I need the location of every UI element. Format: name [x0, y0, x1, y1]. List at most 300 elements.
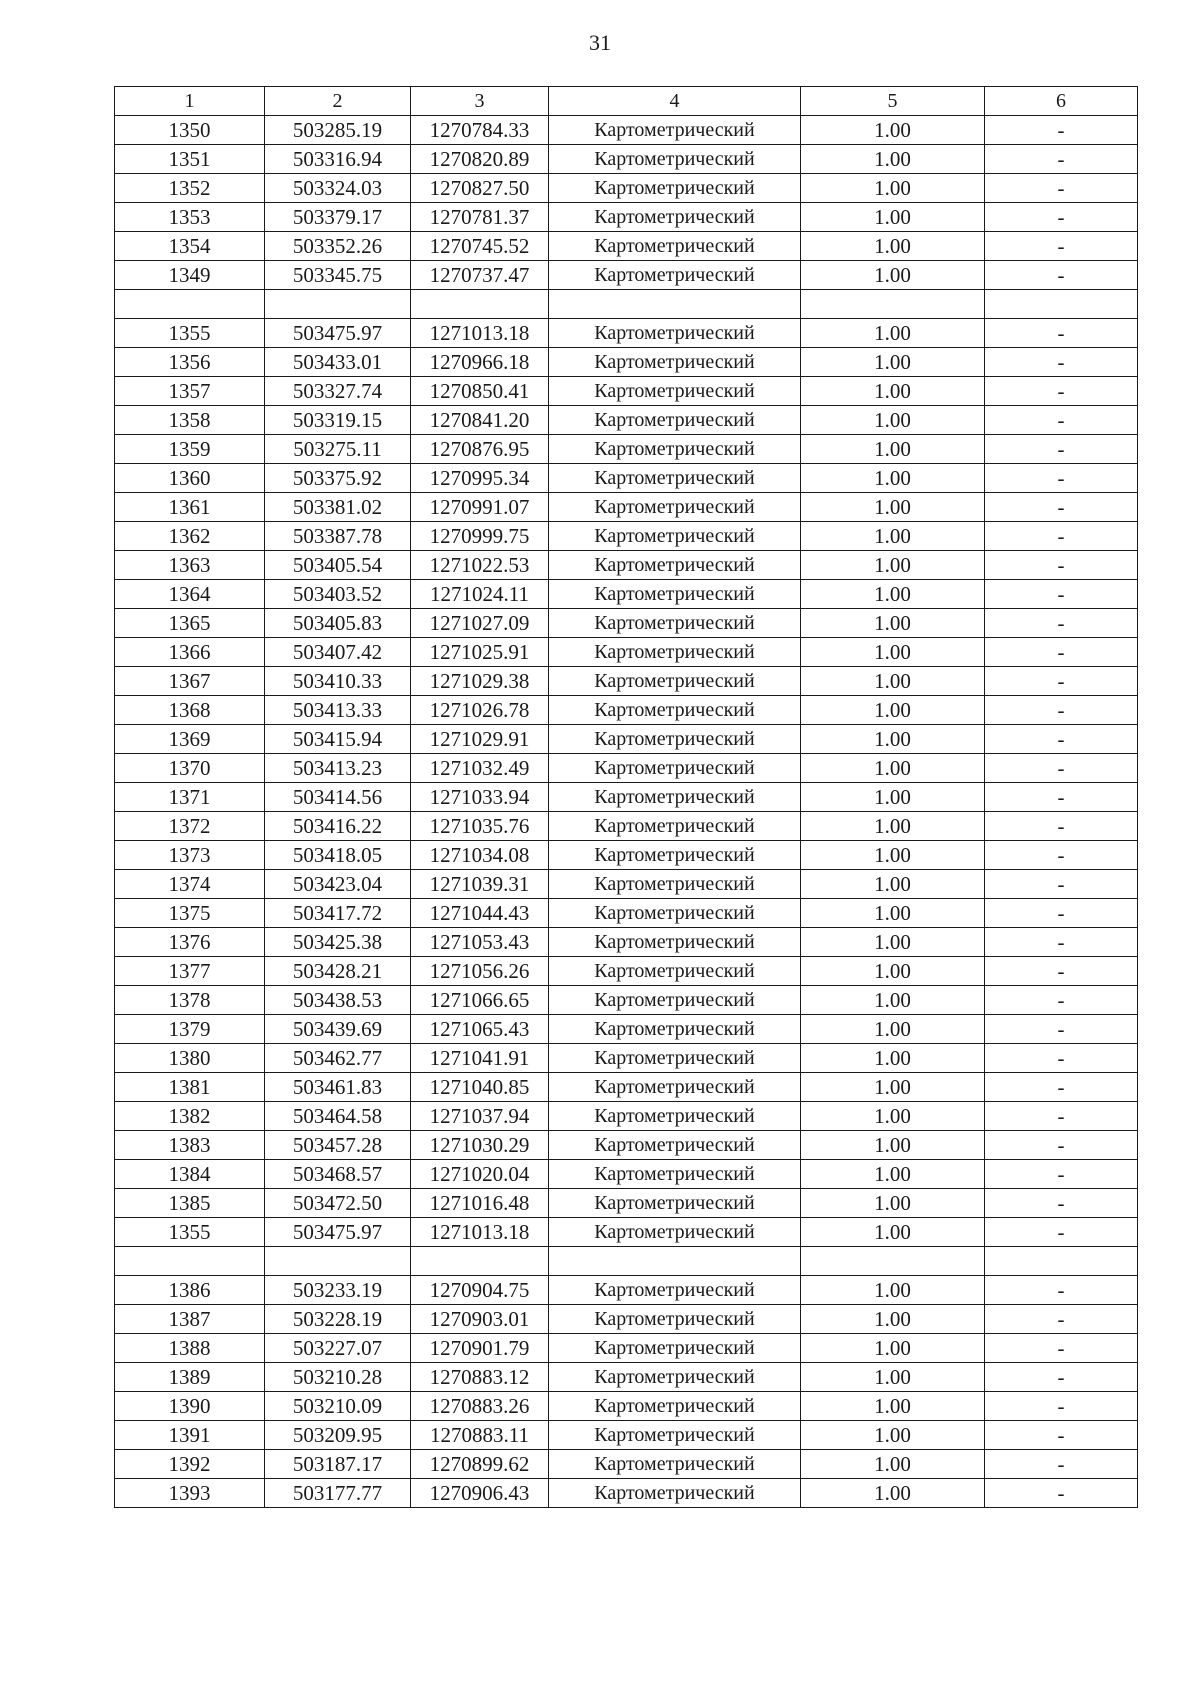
table-cell: 1270995.34 [411, 464, 549, 493]
table-cell: 1270966.18 [411, 348, 549, 377]
table-cell: - [985, 1102, 1138, 1131]
table-cell: 1271027.09 [411, 609, 549, 638]
table-cell: 1270883.12 [411, 1363, 549, 1392]
table-cell [411, 290, 549, 319]
table-cell: 1271013.18 [411, 319, 549, 348]
table-cell: 1.00 [801, 754, 985, 783]
table-cell: 503438.53 [265, 986, 411, 1015]
table-row [115, 1392, 1138, 1421]
table-cell: 1.00 [801, 1189, 985, 1218]
table-cell: 1271053.43 [411, 928, 549, 957]
table-row [115, 638, 1138, 667]
table-cell [549, 290, 801, 319]
table-cell: Картометрический [549, 696, 801, 725]
table-cell: 503415.94 [265, 725, 411, 754]
table-cell: 1271029.91 [411, 725, 549, 754]
table-row [115, 406, 1138, 435]
table-cell: Картометрический [549, 609, 801, 638]
table-cell: 1366 [115, 638, 265, 667]
table-cell: - [985, 174, 1138, 203]
table-cell: 1.00 [801, 1015, 985, 1044]
table-cell: Картометрический [549, 232, 801, 261]
table-cell: 1270745.52 [411, 232, 549, 261]
table-cell: 1384 [115, 1160, 265, 1189]
column-header: 4 [549, 87, 801, 116]
table-row [115, 290, 1138, 319]
table-row [115, 1189, 1138, 1218]
header-row [115, 87, 1138, 116]
table-cell: 503187.17 [265, 1450, 411, 1479]
table-cell: 1270904.75 [411, 1276, 549, 1305]
column-header: 5 [801, 87, 985, 116]
table-cell: 503423.04 [265, 870, 411, 899]
table-cell: 1358 [115, 406, 265, 435]
column-header: 3 [411, 87, 549, 116]
table-cell: - [985, 667, 1138, 696]
table-row [115, 1276, 1138, 1305]
table-cell: 503285.19 [265, 116, 411, 145]
table-cell: 1271030.29 [411, 1131, 549, 1160]
table-cell: - [985, 1479, 1138, 1508]
table-cell: 503379.17 [265, 203, 411, 232]
table-cell: Картометрический [549, 1421, 801, 1450]
table-cell: - [985, 1276, 1138, 1305]
table-cell: 1270899.62 [411, 1450, 549, 1479]
table-body [115, 116, 1138, 1508]
table-cell: 1271013.18 [411, 1218, 549, 1247]
table-cell: 1.00 [801, 116, 985, 145]
table-cell: 1380 [115, 1044, 265, 1073]
table-cell: Картометрический [549, 1363, 801, 1392]
table-cell: - [985, 319, 1138, 348]
table-cell: 1.00 [801, 870, 985, 899]
table-cell: 1368 [115, 696, 265, 725]
table-cell: 503457.28 [265, 1131, 411, 1160]
table-cell: 1.00 [801, 1305, 985, 1334]
table-cell [265, 1247, 411, 1276]
table-cell: 1388 [115, 1334, 265, 1363]
table-cell: 1356 [115, 348, 265, 377]
table-cell: 1.00 [801, 638, 985, 667]
table-cell: Картометрический [549, 754, 801, 783]
table-cell: 1271040.85 [411, 1073, 549, 1102]
table-cell: Картометрический [549, 783, 801, 812]
table-cell: 1361 [115, 493, 265, 522]
table-cell [411, 1247, 549, 1276]
table-cell: - [985, 1044, 1138, 1073]
table-row [115, 1160, 1138, 1189]
table-cell: Картометрический [549, 348, 801, 377]
table-cell [801, 1247, 985, 1276]
table-cell: 503410.33 [265, 667, 411, 696]
table-cell: 1.00 [801, 667, 985, 696]
table-cell: Картометрический [549, 522, 801, 551]
table-cell: 1270827.50 [411, 174, 549, 203]
table-cell: 1.00 [801, 928, 985, 957]
table-cell: 503352.26 [265, 232, 411, 261]
table-cell: Картометрический [549, 551, 801, 580]
table-cell: Картометрический [549, 1218, 801, 1247]
table-cell: 1.00 [801, 377, 985, 406]
table-cell: 1354 [115, 232, 265, 261]
table-cell: - [985, 696, 1138, 725]
table-cell: 1271024.11 [411, 580, 549, 609]
table-cell [265, 290, 411, 319]
table-cell: 503228.19 [265, 1305, 411, 1334]
table-cell: Картометрический [549, 1276, 801, 1305]
table-cell: 503275.11 [265, 435, 411, 464]
table-cell: - [985, 522, 1138, 551]
table-cell: 503319.15 [265, 406, 411, 435]
column-header: 1 [115, 87, 265, 116]
table-cell: 1355 [115, 1218, 265, 1247]
table-cell: 503403.52 [265, 580, 411, 609]
table-cell: 1.00 [801, 435, 985, 464]
table-cell: 503413.23 [265, 754, 411, 783]
table-cell: 1271037.94 [411, 1102, 549, 1131]
table-cell: 1271032.49 [411, 754, 549, 783]
table-cell: - [985, 116, 1138, 145]
table-row [115, 348, 1138, 377]
table-row [115, 928, 1138, 957]
table-cell: - [985, 986, 1138, 1015]
table-row [115, 725, 1138, 754]
table-cell: 1373 [115, 841, 265, 870]
table-cell: - [985, 1363, 1138, 1392]
table-cell: 1271026.78 [411, 696, 549, 725]
table-cell: 1377 [115, 957, 265, 986]
table-cell: 1363 [115, 551, 265, 580]
table-row [115, 493, 1138, 522]
table-cell: 503439.69 [265, 1015, 411, 1044]
table-cell: 1270883.26 [411, 1392, 549, 1421]
table-row [115, 667, 1138, 696]
table-cell: 1271035.76 [411, 812, 549, 841]
table-cell: 503464.58 [265, 1102, 411, 1131]
table-cell: 503428.21 [265, 957, 411, 986]
table-cell: - [985, 1073, 1138, 1102]
table-row [115, 232, 1138, 261]
table-cell: Картометрический [549, 116, 801, 145]
table-row [115, 203, 1138, 232]
table-cell: 1.00 [801, 580, 985, 609]
table-cell: 503327.74 [265, 377, 411, 406]
table-cell: 1390 [115, 1392, 265, 1421]
table-cell: 1270781.37 [411, 203, 549, 232]
table-cell: Картометрический [549, 1131, 801, 1160]
table-cell: - [985, 957, 1138, 986]
table-row [115, 957, 1138, 986]
table-cell: - [985, 377, 1138, 406]
table-cell: 1.00 [801, 1044, 985, 1073]
table-cell: - [985, 1218, 1138, 1247]
table-cell: 503468.57 [265, 1160, 411, 1189]
table-cell: 503381.02 [265, 493, 411, 522]
table-cell: Картометрический [549, 1392, 801, 1421]
table-cell: 1389 [115, 1363, 265, 1392]
table-cell: Картометрический [549, 145, 801, 174]
table-row [115, 1363, 1138, 1392]
table-cell: 503405.83 [265, 609, 411, 638]
table-cell: Картометрический [549, 406, 801, 435]
table-cell: Картометрический [549, 464, 801, 493]
table-cell: 503209.95 [265, 1421, 411, 1450]
table-cell: - [985, 1392, 1138, 1421]
table-row [115, 551, 1138, 580]
table-cell: 1367 [115, 667, 265, 696]
table-cell: - [985, 493, 1138, 522]
table-cell: 1362 [115, 522, 265, 551]
table-cell: 1382 [115, 1102, 265, 1131]
table-cell: 1370 [115, 754, 265, 783]
table-cell [985, 1247, 1138, 1276]
table-cell [801, 290, 985, 319]
table-cell: 503177.77 [265, 1479, 411, 1508]
table-cell: Картометрический [549, 928, 801, 957]
table-cell: 1.00 [801, 551, 985, 580]
table-cell: 1271022.53 [411, 551, 549, 580]
table-cell: 1271044.43 [411, 899, 549, 928]
table-cell: - [985, 348, 1138, 377]
table-cell: 1271066.65 [411, 986, 549, 1015]
table-cell: 1349 [115, 261, 265, 290]
table-cell: 1365 [115, 609, 265, 638]
table-cell: 1270906.43 [411, 1479, 549, 1508]
table-cell: 503416.22 [265, 812, 411, 841]
page-number: 31 [589, 30, 611, 55]
table-cell: Картометрический [549, 841, 801, 870]
column-header: 2 [265, 87, 411, 116]
table-cell: Картометрический [549, 319, 801, 348]
table-cell: 1.00 [801, 1073, 985, 1102]
table-cell: Картометрический [549, 435, 801, 464]
table-row [115, 1305, 1138, 1334]
table-cell: 1271029.38 [411, 667, 549, 696]
table-cell: 1385 [115, 1189, 265, 1218]
table-cell: Картометрический [549, 1044, 801, 1073]
table-cell: 1270850.41 [411, 377, 549, 406]
table-row [115, 1015, 1138, 1044]
table-cell: 1.00 [801, 1160, 985, 1189]
table-cell: 1270903.01 [411, 1305, 549, 1334]
table-cell: 503418.05 [265, 841, 411, 870]
table-cell: Картометрический [549, 1305, 801, 1334]
table-cell: 1270737.47 [411, 261, 549, 290]
table-row [115, 464, 1138, 493]
table-cell: 503387.78 [265, 522, 411, 551]
table-cell: Картометрический [549, 725, 801, 754]
table-cell: 1.00 [801, 522, 985, 551]
table-cell: Картометрический [549, 261, 801, 290]
table-row [115, 319, 1138, 348]
table-cell: Картометрический [549, 1450, 801, 1479]
table-cell: 1369 [115, 725, 265, 754]
table-cell: - [985, 145, 1138, 174]
table-cell: 1.00 [801, 725, 985, 754]
table-cell: Картометрический [549, 1073, 801, 1102]
table-row [115, 1334, 1138, 1363]
table-cell: 503475.97 [265, 319, 411, 348]
table-cell: 1.00 [801, 1334, 985, 1363]
table-cell: Картометрический [549, 174, 801, 203]
table-row [115, 522, 1138, 551]
table-cell: - [985, 754, 1138, 783]
table-cell: 503407.42 [265, 638, 411, 667]
table-cell: - [985, 899, 1138, 928]
table-cell: 503433.01 [265, 348, 411, 377]
table-cell: - [985, 1305, 1138, 1334]
table-cell: - [985, 1334, 1138, 1363]
table-cell: 1270784.33 [411, 116, 549, 145]
table-cell: 1.00 [801, 1363, 985, 1392]
table-row [115, 1247, 1138, 1276]
table-row [115, 1073, 1138, 1102]
table-cell: 1271016.48 [411, 1189, 549, 1218]
table-cell: Картометрический [549, 1160, 801, 1189]
table-cell: 1352 [115, 174, 265, 203]
table-cell: 503375.92 [265, 464, 411, 493]
table-cell [549, 1247, 801, 1276]
table-cell: 1270883.11 [411, 1421, 549, 1450]
table-cell: 503210.28 [265, 1363, 411, 1392]
table-cell: Картометрический [549, 1334, 801, 1363]
table-cell: 1.00 [801, 899, 985, 928]
table-cell: 503461.83 [265, 1073, 411, 1102]
table-cell: - [985, 406, 1138, 435]
table-cell: 1.00 [801, 1479, 985, 1508]
table-cell: 503345.75 [265, 261, 411, 290]
table-row [115, 1044, 1138, 1073]
table-cell: - [985, 1189, 1138, 1218]
table-cell: 1.00 [801, 783, 985, 812]
table-cell: Картометрический [549, 203, 801, 232]
table-row [115, 261, 1138, 290]
table-cell: 1.00 [801, 957, 985, 986]
table-cell: 1.00 [801, 319, 985, 348]
table-cell: 1271033.94 [411, 783, 549, 812]
table-cell: 1.00 [801, 348, 985, 377]
table-cell: 1.00 [801, 812, 985, 841]
table-cell: 1.00 [801, 696, 985, 725]
table-row [115, 899, 1138, 928]
table-row [115, 377, 1138, 406]
table-cell: 1379 [115, 1015, 265, 1044]
table-row [115, 1479, 1138, 1508]
table-cell: 1270901.79 [411, 1334, 549, 1363]
table-cell: 1.00 [801, 841, 985, 870]
table-cell: 1.00 [801, 609, 985, 638]
table-cell: Картометрический [549, 1015, 801, 1044]
table-cell: 1359 [115, 435, 265, 464]
table-cell: 1371 [115, 783, 265, 812]
table-cell: 1.00 [801, 1276, 985, 1305]
table-cell: 1351 [115, 145, 265, 174]
table-cell: 503210.09 [265, 1392, 411, 1421]
table-cell: 503405.54 [265, 551, 411, 580]
table-cell: 1.00 [801, 232, 985, 261]
table-cell: 1.00 [801, 1392, 985, 1421]
table-cell: - [985, 928, 1138, 957]
table-cell: 1374 [115, 870, 265, 899]
table-cell: - [985, 232, 1138, 261]
table-cell: - [985, 783, 1138, 812]
table-cell: - [985, 203, 1138, 232]
table-cell: Картометрический [549, 580, 801, 609]
coordinates-table [114, 86, 1138, 1508]
table-cell: 1271065.43 [411, 1015, 549, 1044]
table-cell: 1270991.07 [411, 493, 549, 522]
table-cell: Картометрический [549, 493, 801, 522]
table-cell: 1.00 [801, 493, 985, 522]
table-cell: 1386 [115, 1276, 265, 1305]
table-cell: 1357 [115, 377, 265, 406]
table-row [115, 870, 1138, 899]
table-cell: 1.00 [801, 986, 985, 1015]
table-cell: 503413.33 [265, 696, 411, 725]
table-row [115, 812, 1138, 841]
table-cell: 1.00 [801, 1421, 985, 1450]
table-cell: 1270820.89 [411, 145, 549, 174]
table-cell: - [985, 1160, 1138, 1189]
table-row [115, 1421, 1138, 1450]
table-cell: 1271034.08 [411, 841, 549, 870]
table-cell: Картометрический [549, 1189, 801, 1218]
table-cell: 1.00 [801, 145, 985, 174]
table-cell: 1372 [115, 812, 265, 841]
table-cell: 1.00 [801, 1218, 985, 1247]
table-cell: 1381 [115, 1073, 265, 1102]
table-cell: 1392 [115, 1450, 265, 1479]
table-cell: 503475.97 [265, 1218, 411, 1247]
table-row [115, 580, 1138, 609]
table-cell: - [985, 464, 1138, 493]
table-cell: - [985, 812, 1138, 841]
table-cell: Картометрический [549, 1479, 801, 1508]
table-cell: 1364 [115, 580, 265, 609]
table-cell: 503462.77 [265, 1044, 411, 1073]
table-cell: Картометрический [549, 870, 801, 899]
table-cell: 1.00 [801, 464, 985, 493]
table-row [115, 841, 1138, 870]
table-cell: 1387 [115, 1305, 265, 1334]
table-cell: - [985, 841, 1138, 870]
column-header: 6 [985, 87, 1138, 116]
table-cell: 503324.03 [265, 174, 411, 203]
table-cell [115, 290, 265, 319]
table-row [115, 435, 1138, 464]
table-row [115, 145, 1138, 174]
table-cell: 1393 [115, 1479, 265, 1508]
table-cell: 503227.07 [265, 1334, 411, 1363]
table-cell [115, 1247, 265, 1276]
table-cell: - [985, 261, 1138, 290]
table-cell: 1.00 [801, 1450, 985, 1479]
table-cell: Картометрический [549, 812, 801, 841]
table-cell: Картометрический [549, 899, 801, 928]
table-cell: - [985, 435, 1138, 464]
table-cell: Картометрический [549, 957, 801, 986]
table-cell: - [985, 609, 1138, 638]
table-cell: 1391 [115, 1421, 265, 1450]
table-cell: 1.00 [801, 203, 985, 232]
table-cell [985, 290, 1138, 319]
table-cell: 503417.72 [265, 899, 411, 928]
table-cell: 1270841.20 [411, 406, 549, 435]
table-cell: 1.00 [801, 1102, 985, 1131]
table-cell: 1271039.31 [411, 870, 549, 899]
table-cell: 1270876.95 [411, 435, 549, 464]
table-cell: - [985, 1015, 1138, 1044]
